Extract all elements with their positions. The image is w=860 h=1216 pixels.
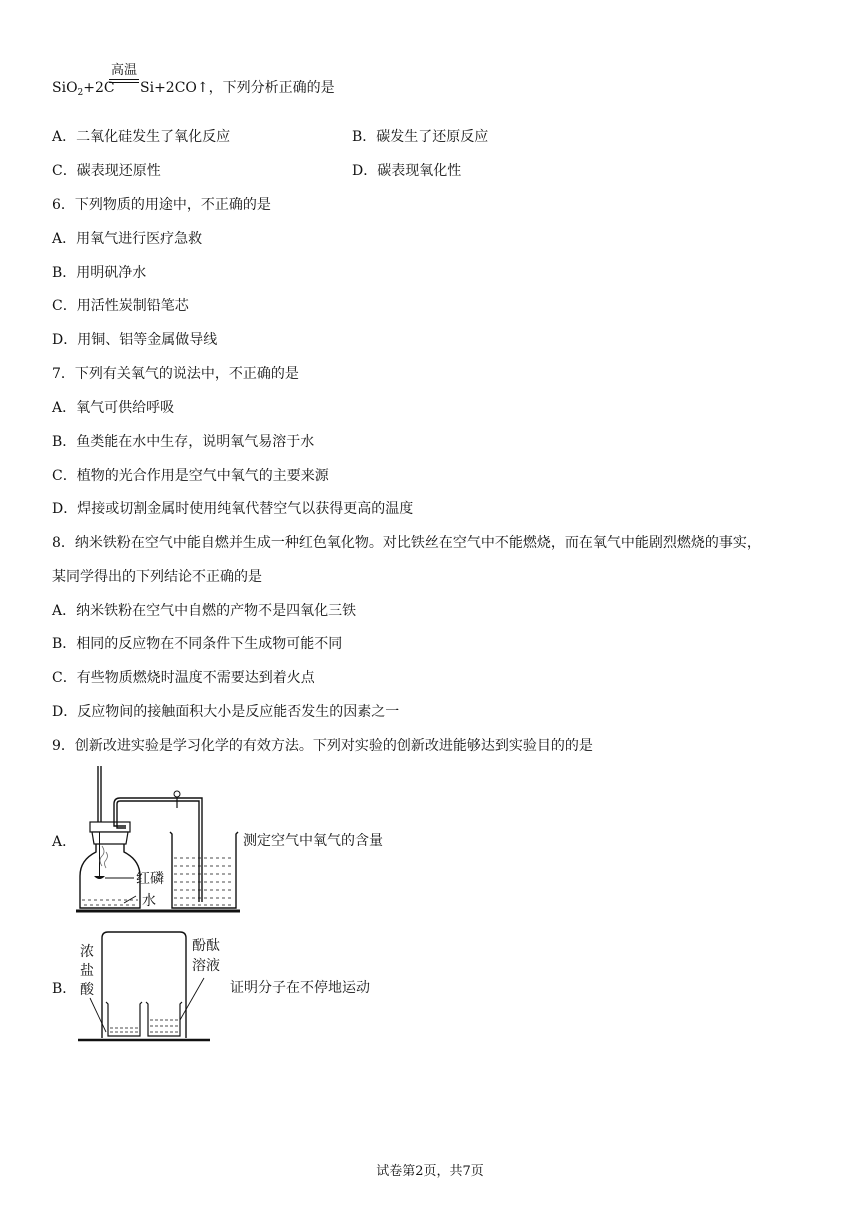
q5-option-d: D．碳表现氧化性 (352, 163, 462, 179)
q6-option-d: D．用铜、铝等金属做导线 (52, 332, 218, 348)
equation-rhs: Si+2CO↑，下列分析正确的是 (140, 80, 335, 96)
q8-option-a: A．纳米铁粉在空气中自燃的产物不是四氧化三铁 (52, 603, 357, 619)
q8-stem-line1: 8．纳米铁粉在空气中能自燃并生成一种红色氧化物。对比铁丝在空气中不能燃烧，而在氧气中能剧烈燃烧的事实， (52, 535, 761, 551)
reaction-condition: 高温 (109, 64, 139, 83)
molecule-motion-apparatus (76, 928, 220, 1044)
q5-option-c: C．碳表现还原性 (52, 163, 161, 179)
q9-stem: 9．创新改进实验是学习化学的有效方法。下列对实验的创新改进能够达到实验目的的是 (52, 738, 593, 754)
label-conc-2: 盐 (80, 962, 94, 978)
label-conc-1: 浓 (80, 943, 94, 959)
q6-option-b: B．用明矾净水 (52, 265, 147, 281)
q9-option-a-label: A． (52, 834, 77, 850)
q7-option-d: D．焊接或切割金属时使用纯氧代替空气以获得更高的温度 (52, 501, 414, 517)
label-phenolphthalein-2: 溶液 (192, 957, 220, 973)
q7-stem: 7．下列有关氧气的说法中，不正确的是 (52, 366, 299, 382)
q8-option-b: B．相同的反应物在不同条件下生成物可能不同 (52, 636, 343, 652)
q6-option-c: C．用活性炭制铅笔芯 (52, 298, 189, 314)
q6-option-a: A．用氧气进行医疗急救 (52, 231, 203, 247)
q6-stem: 6．下列物质的用途中，不正确的是 (52, 197, 271, 213)
q7-option-c: C．植物的光合作用是空气中氧气的主要来源 (52, 468, 329, 484)
q9-option-b-caption: 证明分子在不停地运动 (230, 980, 370, 996)
label-conc-3: 酸 (80, 981, 94, 997)
label-red-phosphorus: 红磷 (136, 870, 164, 886)
equation-lhs: SiO$_2$+2C (52, 80, 115, 98)
q7-option-b: B．鱼类能在水中生存，说明氧气易溶于水 (52, 434, 315, 450)
label-water: 水 (142, 892, 156, 908)
q8-stem-line2: 某同学得出的下列结论不正确的是 (52, 569, 262, 585)
label-phenolphthalein-1: 酚酞 (192, 937, 220, 953)
phosphorus-combustion-apparatus (74, 764, 244, 914)
q9-option-a-caption: 测定空气中氧气的含量 (243, 833, 383, 849)
q8-option-d: D．反应物间的接触面积大小是反应能否发生的因素之一 (52, 704, 400, 720)
q7-option-a: A．氧气可供给呼吸 (52, 400, 175, 416)
q5-option-a: A．二氧化硅发生了氧化反应 (52, 129, 231, 145)
q8-option-c: C．有些物质燃烧时温度不需要达到着火点 (52, 670, 315, 686)
q9-option-b-label: B． (52, 981, 77, 997)
q5-option-b: B．碳发生了还原反应 (352, 129, 489, 145)
page-footer: 试卷第2页，共7页 (376, 1164, 484, 1179)
